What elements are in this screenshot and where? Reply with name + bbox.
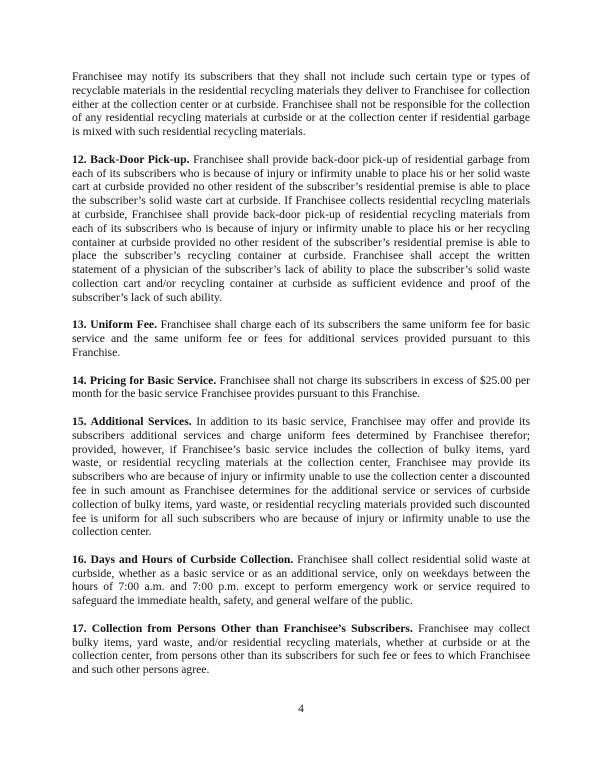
section-12-text: Franchisee shall provide back-door pick-up of residential garbage from each of its subscribers who is because of injury or infirmity unable to place his or her solid waste cart at curbside provided no other resident of the subscriber’s residential premise is able to place the subscriber’s solid waste cart at curbside. If Franchisee collects residential recycling materials at curbside, Franchisee shall provide back-door pick-up of residential recycling materials from each of its subscribers who is because of injury or infirmity unable to place his or her recycling container at curbside provided no other resident of the subscriber’s residential premise is able to place the subscriber’s recycling container at curbside. Franchisee shall accept the written statement of a physician of the subscriber’s lack of ability to place the subscriber’s solid waste collection cart and/or recycling container at curbside as sufficient evidence and proof of the subscriber’s lack of such ability.	[72, 152, 530, 304]
section-15-heading: 15. Additional Services.	[72, 414, 192, 428]
document-body	[72, 70, 530, 677]
section-14-pricing-for-basic-service	[72, 374, 530, 402]
section-15-additional-services	[72, 415, 530, 539]
section-13-heading: 13. Uniform Fee.	[72, 318, 157, 332]
section-17-collection-from-others	[72, 622, 530, 677]
section-12-back-door-pick-up	[72, 153, 530, 305]
section-12-heading: 12. Back-Door Pick-up.	[72, 152, 190, 166]
page-number: 4	[298, 702, 304, 715]
section-14-text: Franchisee shall not charge its subscribers in excess of $25.00 per month for the basic service Franchisee provides pursuant to this Franchise.	[72, 373, 530, 401]
section-14-heading: 14. Pricing for Basic Service.	[72, 373, 217, 387]
section-13-text: Franchisee shall charge each of its subscribers the same uniform fee for basic service and the same uniform fee or fees for additional services provided pursuant to this Franchise.	[72, 318, 530, 359]
section-13-uniform-fee	[72, 318, 530, 359]
paragraph-intro	[72, 70, 530, 139]
paragraph-intro-text: Franchisee may notify its subscribers that they shall not include such certain type or types of recyclable materials in the residential recycling materials they deliver to Franchisee for collection either at the collection center or at curbside. Franchisee shall not be responsible for the collection of any residential recycling materials at curbside or at the collection center if residential garbage is mixed with such residential recycling materials.	[72, 70, 530, 139]
section-16-text: Franchisee shall collect residential solid waste at curbside, whether as a basic service or as an additional service, only on weekdays between the hours of 7:00 a.m. and 7:00 p.m. except to perform emergency work or service required to safeguard the immediate health, safety, and general welfare of the public.	[72, 552, 530, 608]
section-17-text: Franchisee may collect bulky items, yard waste, and/or residential recycling materials, whether at curbside or at the collection center, from persons other than its subscribers for such fee or fees to which Franchisee and such other persons agree.	[72, 621, 530, 677]
section-16-days-and-hours	[72, 553, 530, 608]
section-17-heading: 17. Collection from Persons Other than Franchisee’s Subscribers.	[72, 621, 413, 635]
section-16-heading: 16. Days and Hours of Curbside Collection.	[72, 552, 294, 566]
section-15-text: In addition to its basic service, Franchisee may offer and provide its subscribers additional services and charge uniform fees determined by Franchisee therefor; provided, however, if Franchisee’s basic service includes the collection of bulky items, yard waste, or residential recycling materials at the collection center, Franchisee may provide its subscribers who are because of injury or infirmity unable to use the collection center a discounted fee in such amount as Franchisee determines for the additional service or services of curbside collection of bulky items, yard waste, or residential recycling materials provided such discounted fee is uniform for all such subscribers who are because of injury or infirmity unable to use the collection center.	[72, 414, 530, 539]
